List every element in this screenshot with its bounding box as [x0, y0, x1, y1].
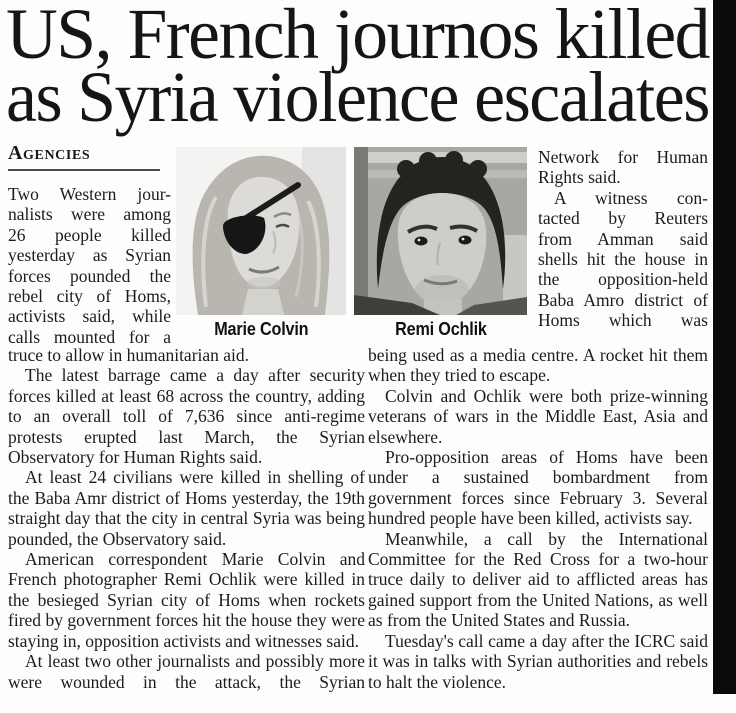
photo-marie-colvin	[176, 147, 346, 340]
article-text-line: from Amman said	[538, 228, 708, 249]
article-text-line: Two Western jour-	[8, 184, 171, 204]
byline-rule	[8, 169, 160, 171]
article-text-line: Rights said.	[538, 167, 621, 188]
column-2-top-text	[538, 147, 708, 331]
column-1-top-text	[8, 184, 171, 347]
article-text-line: the opposition-held	[538, 269, 708, 290]
article-paragraph: The latest barrage came a day after security forces killed at least 68 across the country, adding to an overall toll of 7,636 since anti-regime protests erupted last March, the Syrian Observatory for Human Rights said.	[8, 365, 365, 468]
column-1-main-text	[8, 345, 365, 692]
adjacent-page-black-strip	[713, 0, 736, 694]
byline	[8, 142, 170, 171]
article-text-line: Baba Amro district of	[538, 289, 708, 310]
article-paragraph: Meanwhile, a call by the International Committee for the Red Cross for a two-hour truce daily to deliver aid to afflicted areas has gained support from the United Nations, as well as from the United States and Russia.	[368, 528, 708, 631]
column-2-main-text	[368, 345, 708, 692]
article-paragraph: American correspondent Marie Colvin and French photographer Remi Ochlik were killed in the besieged Syrian city of Homs when rockets fired by government forces hit the house they were staying in, opposition activists and witnesses said.	[8, 549, 365, 651]
article-text-line: yesterday as Syrian	[8, 245, 171, 266]
byline-label: Agencies	[8, 142, 91, 164]
article-paragraph: Pro-opposition areas of Homs have been under a sustained bombardment from government forces since February 3. Several hundred people have been killed, activists say.	[368, 447, 708, 529]
article-text-line: shells hit the house in	[538, 249, 708, 270]
article-text-line: calls mounted for a	[8, 326, 171, 347]
article-paragraph: At least 24 civilians were killed in shelling of the Baba Amr district of Homs yesterday, the 19th straight day that the city in central Syria was being pounded, the Observatory said.	[8, 467, 365, 549]
article-paragraph: Tuesday's call came a day after the ICRC said it was in talks with Syrian authorities and rebels to halt the violence.	[368, 630, 708, 692]
article-paragraph: truce to allow in humanitarian aid.	[8, 345, 250, 365]
article-text-line: A witness con-	[554, 187, 708, 208]
article-text-line: rebel city of Homs,	[8, 286, 171, 307]
headline	[6, 0, 730, 137]
article-text-line: nalists were among	[8, 204, 171, 225]
young-man-portrait-icon	[354, 147, 527, 315]
photo-remi-ochlik	[354, 147, 527, 340]
article-text-line: activists said, while	[8, 306, 171, 327]
article-text-line: tacted by Reuters	[538, 208, 708, 229]
article-text-line: forces pounded the	[8, 265, 171, 286]
article-text-line: Network for Human	[538, 147, 708, 167]
eyepatch-portrait-icon	[176, 147, 346, 315]
photo-caption-remi-ochlik	[354, 319, 527, 340]
photo-caption-text: Remi Ochlik	[394, 319, 487, 339]
headline-line-2: as Syria violence escalates	[6, 57, 709, 137]
article-text-line: Homs which was	[538, 310, 708, 331]
photo-caption-text: Marie Colvin	[213, 319, 309, 339]
headline-line-1: US, French journos killed	[6, 0, 709, 74]
article-paragraph: Colvin and Ochlik were both prize-winning veterans of wars in the Middle East, Asia and elsewhere.	[368, 385, 708, 447]
article-paragraph: being used as a media centre. A rocket hit them when they tried to escape.	[368, 345, 708, 386]
headline-row-2	[6, 57, 730, 137]
article-text-line: 26 people killed	[8, 224, 171, 245]
photo-caption-marie-colvin	[176, 319, 346, 340]
article-paragraph: At least two other journalists and possibly more were wounded in the attack, the Syrian	[8, 651, 365, 692]
